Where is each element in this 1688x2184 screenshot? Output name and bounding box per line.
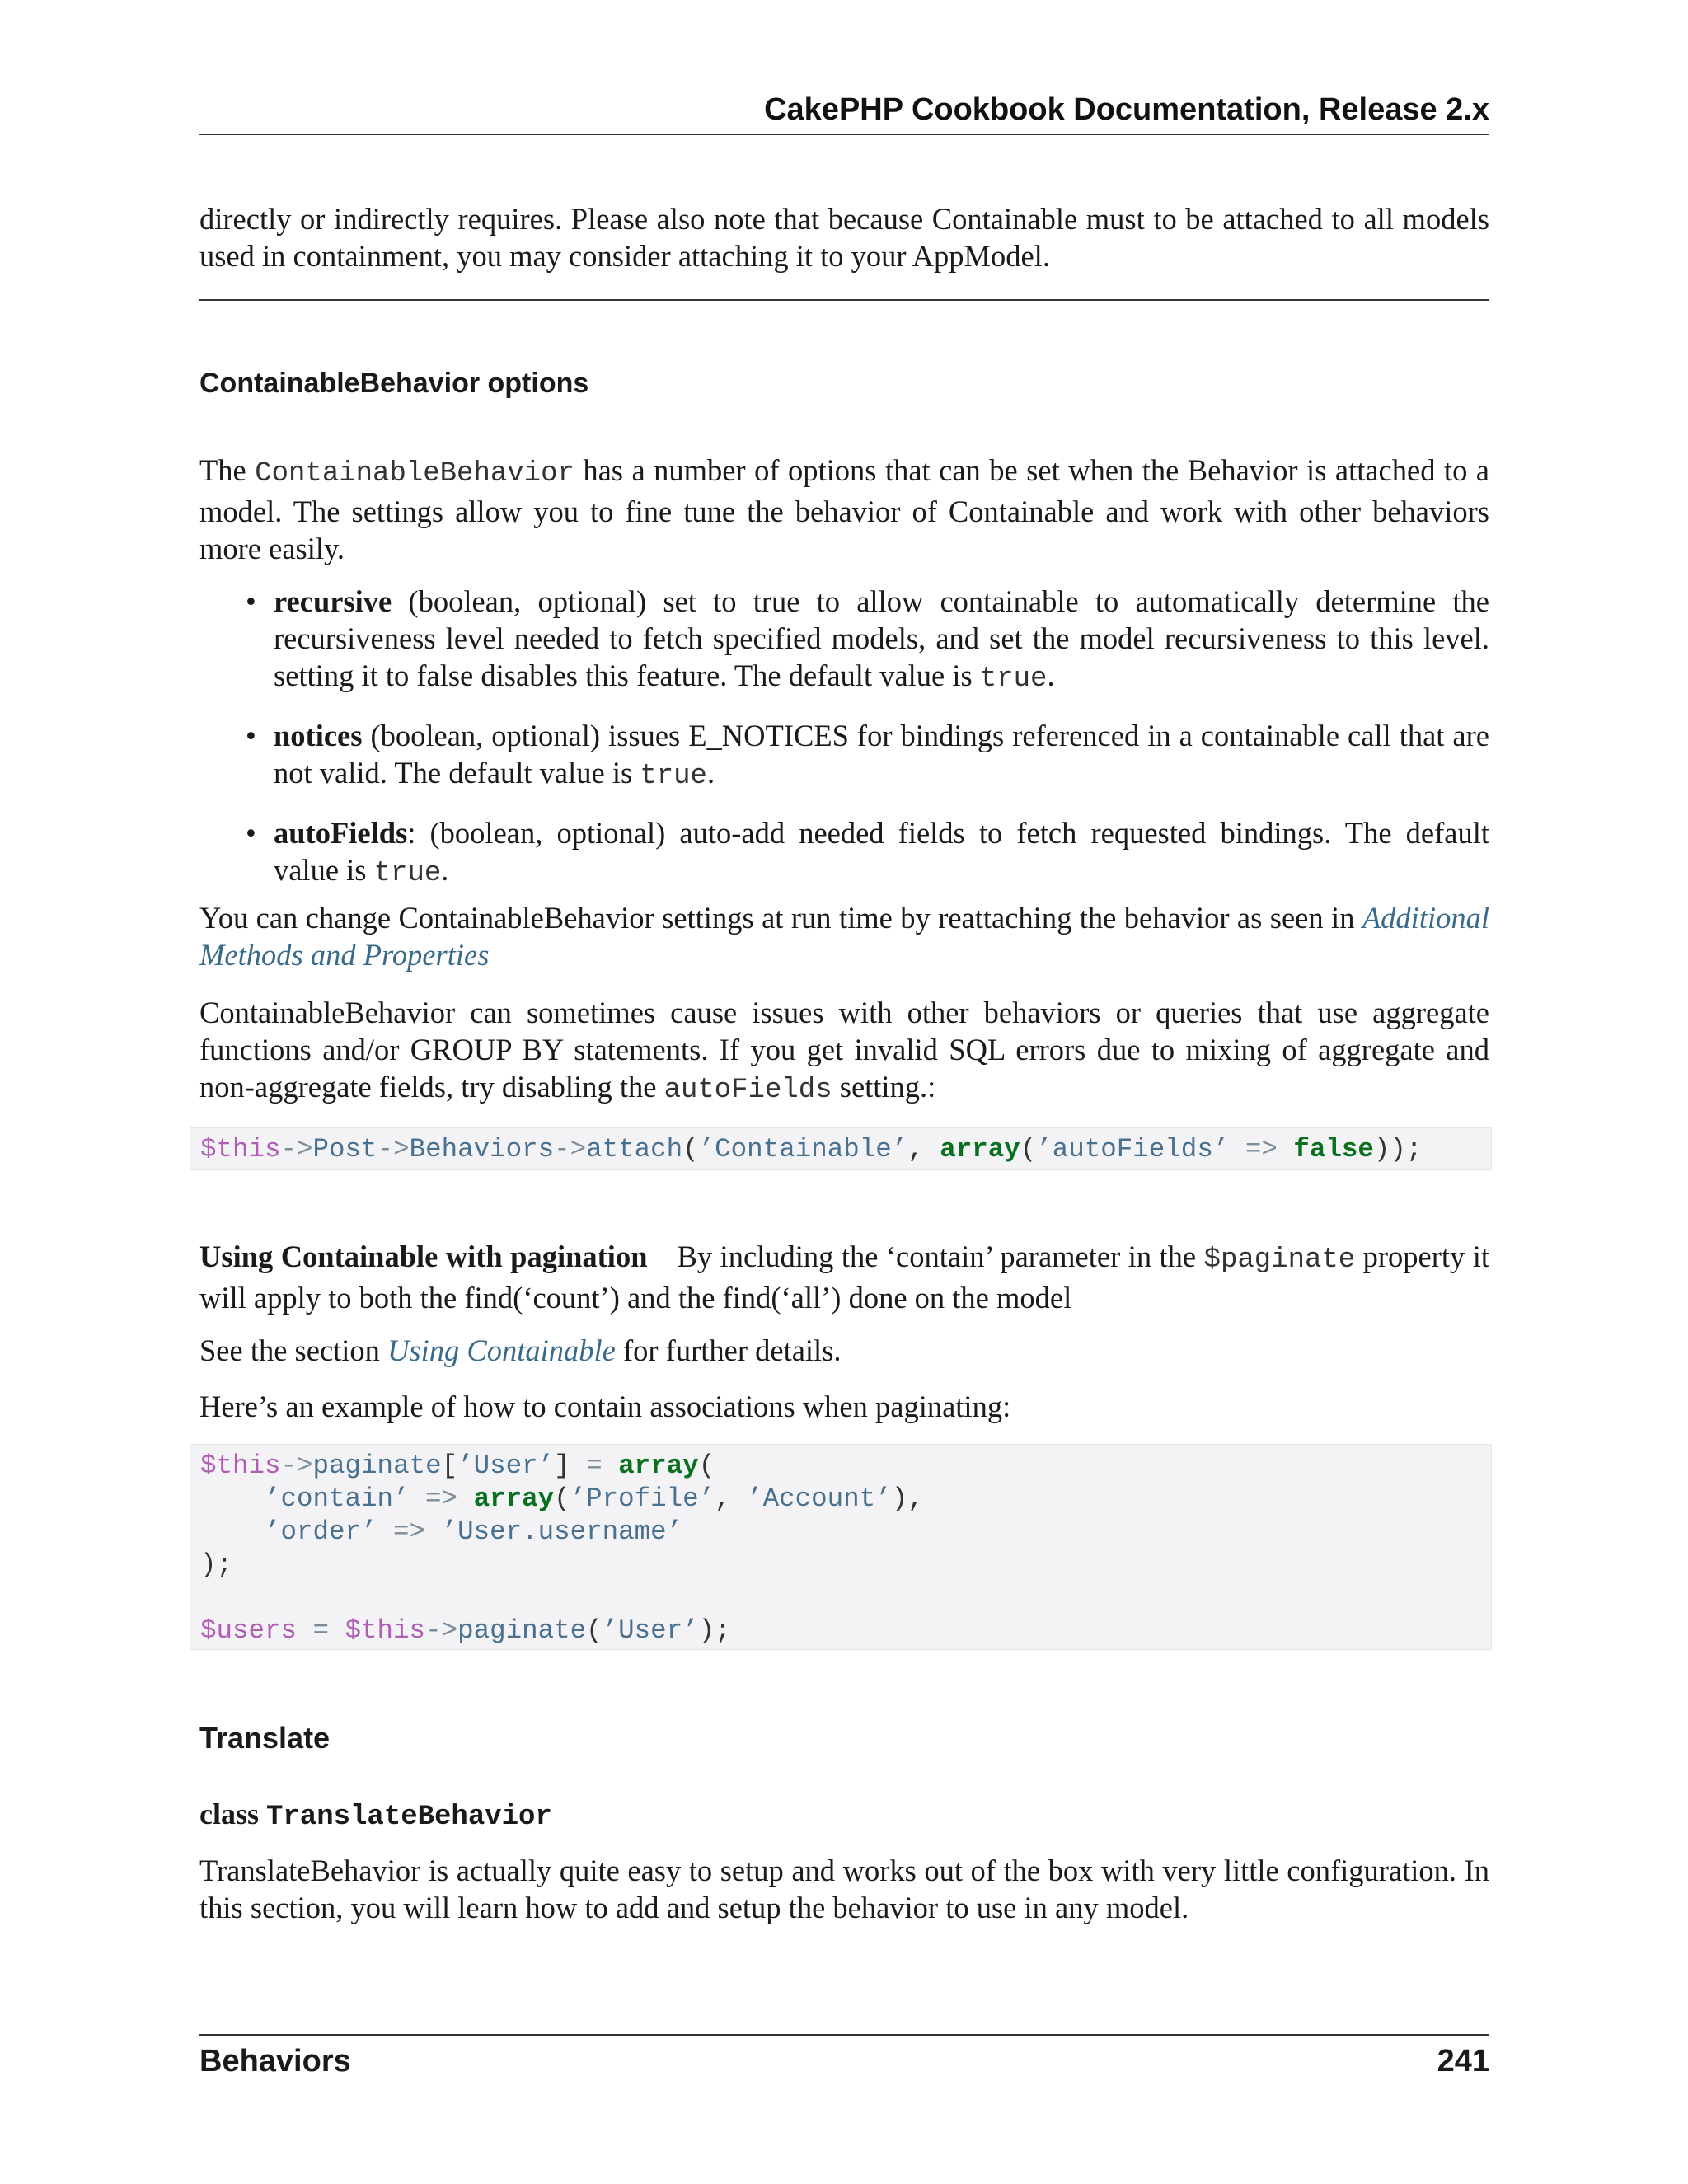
list-item-recursive: • recursive (boolean, optional) set to true to allow containable to automatically determine the recursiveness level needed to fetch specified models, and set the model recursiveness to this level. setting it to false disables this feature. The default value is true. xyxy=(246,584,1489,695)
options-intro-paragraph: The ContainableBehavior has a number of options that can be set when the Behavior is attached to a model. The settings allow you to fine tune the behavior of Containable and work with other behaviors more easily. xyxy=(199,453,1489,565)
list-item-notices: • notices (boolean, optional) issues E_NOTICES for bindings referenced in a containable call that are not valid. The default value is true. xyxy=(246,719,1489,792)
page-number: 241 xyxy=(1437,2044,1489,2079)
inline-code: ContainableBehavior xyxy=(255,458,574,490)
footer-section-name: Behaviors xyxy=(199,2044,351,2079)
class-signature: class TranslateBehavior xyxy=(199,1797,552,1833)
pagination-heading: Using Containable with pagination xyxy=(199,1240,648,1273)
translate-section-title: Translate xyxy=(199,1721,331,1755)
autofields-note-paragraph: ContainableBehavior can sometimes cause issues with other behaviors or queries that use aggregate functions and/or GROUP BY statements. If you get invalid SQL errors due to mixing of aggregate and non-aggregate fields, try disabling the autoFields setting.: xyxy=(199,996,1489,1106)
runtime-settings-paragraph: You can change ContainableBehavior settings at run time by reattaching the behavior as seen in Additional Methods and Properties xyxy=(199,901,1489,972)
options-section-title: ContainableBehavior options xyxy=(199,368,589,399)
intro-paragraph: directly or indirectly requires. Please also note that because Containable must to be attached to all models used in containment, you may consider attaching it to your AppModel. xyxy=(199,202,1489,273)
additional-methods-link[interactable]: Additional Methods and Properties xyxy=(199,901,1489,972)
running-header: CakePHP Cookbook Documentation, Release 2.x xyxy=(764,92,1489,127)
code-block-paginate: $this->paginate[’User’] = array( ’contain’ => array(’Profile’, ’Account’), ’order’ => ’User.username’ ); $users = $this->paginate(’User’); xyxy=(190,1444,1492,1650)
pagination-paragraph: Using Containable with pagination By including the ‘contain’ parameter in the $paginate property it will apply to both the find(‘count’) and the find(‘all’) done on the model xyxy=(199,1240,1489,1315)
section-divider xyxy=(199,299,1489,301)
header-rule xyxy=(199,134,1489,135)
list-item-autofields: • autoFields: (boolean, optional) auto-add needed fields to fetch requested bindings. The default value is true. xyxy=(246,816,1489,889)
translate-intro-paragraph: TranslateBehavior is actually quite easy to setup and works out of the box with very little configuration. In this section, you will learn how to add and setup the behavior to use in any model. xyxy=(199,1854,1489,1924)
example-intro-paragraph: Here’s an example of how to contain associations when paginating: xyxy=(199,1390,1011,1423)
options-list xyxy=(199,583,1489,912)
code-block-attach: $this->Post->Behaviors->attach(’Containable’, array(’autoFields’ => false)); xyxy=(190,1127,1492,1170)
see-section-paragraph: See the section Using Containable for further details. xyxy=(199,1333,842,1367)
footer-rule xyxy=(199,2034,1489,2036)
using-containable-link[interactable]: Using Containable xyxy=(387,1333,616,1367)
